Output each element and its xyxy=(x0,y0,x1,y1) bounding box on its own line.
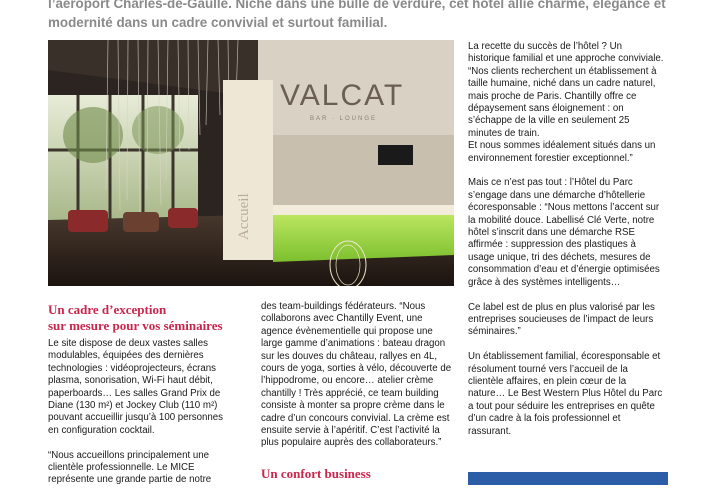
right-paragraph-3: Ce label est de plus en plus valorisé par les entreprises soucieuses de l’impact de leurs séminaires.” xyxy=(468,301,655,338)
left-paragraph-2: “Nous accueillons principalement une clientèle professionnelle. Le MICE représente une grande partie de notre xyxy=(48,449,212,486)
right-paragraph-2: Mais ce n’est pas tout : l’Hôtel du Parc s’engage dans une démarche d’hôtellerie écoresponsable : “Nous mettons l’accent sur la mobilité douce. Labellisé Clé Verte, notre hôtel s’inscrit dans une démarche RSE affirmée : suppression des plastiques à usage unique, tri des déchets, mesures de consommation d’eau et d’énergie optimisées grâce à des systèmes intelligents… xyxy=(468,177,660,288)
intro-text: l’aéroport Charles-de-Gaulle. Niché dans une bulle de verdure, cet hôtel allie charme, élégance et modernité dans un cadre convivial et surtout familial. xyxy=(48,0,666,30)
hotel-lobby-photo xyxy=(48,40,454,286)
section-heading-confort: Un confort business xyxy=(261,466,371,481)
lobby-illustration xyxy=(48,40,454,286)
right-column xyxy=(468,41,664,450)
bar-lounge-sign: BAR · LOUNGE xyxy=(310,116,378,122)
heading-line-1: Un cadre d’exception xyxy=(48,302,167,317)
left-paragraph-1: Le site dispose de deux vastes salles modulables, équipées des dernières technologies : vidéoprojecteurs, écrans plasma, sonorisation, Wi-Fi haut débit, paperboards… Les salles Grand Prix de Diane (130 m²) et Jockey Club (110 m²) pouvant accueillir jusqu’à 100 personnes en configuration cocktail. xyxy=(48,338,224,436)
middle-column xyxy=(261,301,457,462)
left-column xyxy=(48,338,236,499)
heading-line-2: sur mesure pour vos séminaires xyxy=(48,318,223,333)
right-paragraph-4: Un établissement familial, écoresponsable et résolument tourné vers l’accueil de la clientèle affaires, en plein cœur de la nature… Le Best Western Plus Hôtel du Parc a tout pour séduire les entreprises en quête d’un cadre à la fois professionnel et rassurant. xyxy=(468,351,663,437)
middle-paragraph-1: des team-buildings fédérateurs. “Nous collaborons avec Chantilly Event, une agence évènementielle qui propose une large gamme d’animations : bateau dragon sur les douves du château, rallyes en 4L, cours de yoga, sorties à vélo, découverte de l’hippodrome, ou encore… atelier crème chantilly ! Très apprécié, ce team building consiste à monter sa propre crème dans le cadre d’un concours convivial. La crème est ensuite servie à l’apéritif. C’est l’activité la plus populaire auprès des collaborateurs.” xyxy=(261,301,452,449)
section-heading-cadre xyxy=(48,302,248,334)
wall-accueil-text: Accueil xyxy=(236,193,252,240)
valcat-sign: VALCAT xyxy=(280,79,405,112)
right-paragraph-1a: La recette du succès de l’hôtel ? Un historique familial et une approche conviviale. “Nos clients recherchent un établissement à taille humaine, niché dans un cadre naturel, mais proche de Paris. Chantilly offre ce dépaysement sans éloignement : on s’échappe de la ville en seulement 25 minutes de train. xyxy=(468,41,664,139)
right-paragraph-1b: Et nous sommes idéalement situés dans un environnement forestier exceptionnel.” xyxy=(468,140,656,164)
blue-advert-band xyxy=(468,472,668,485)
